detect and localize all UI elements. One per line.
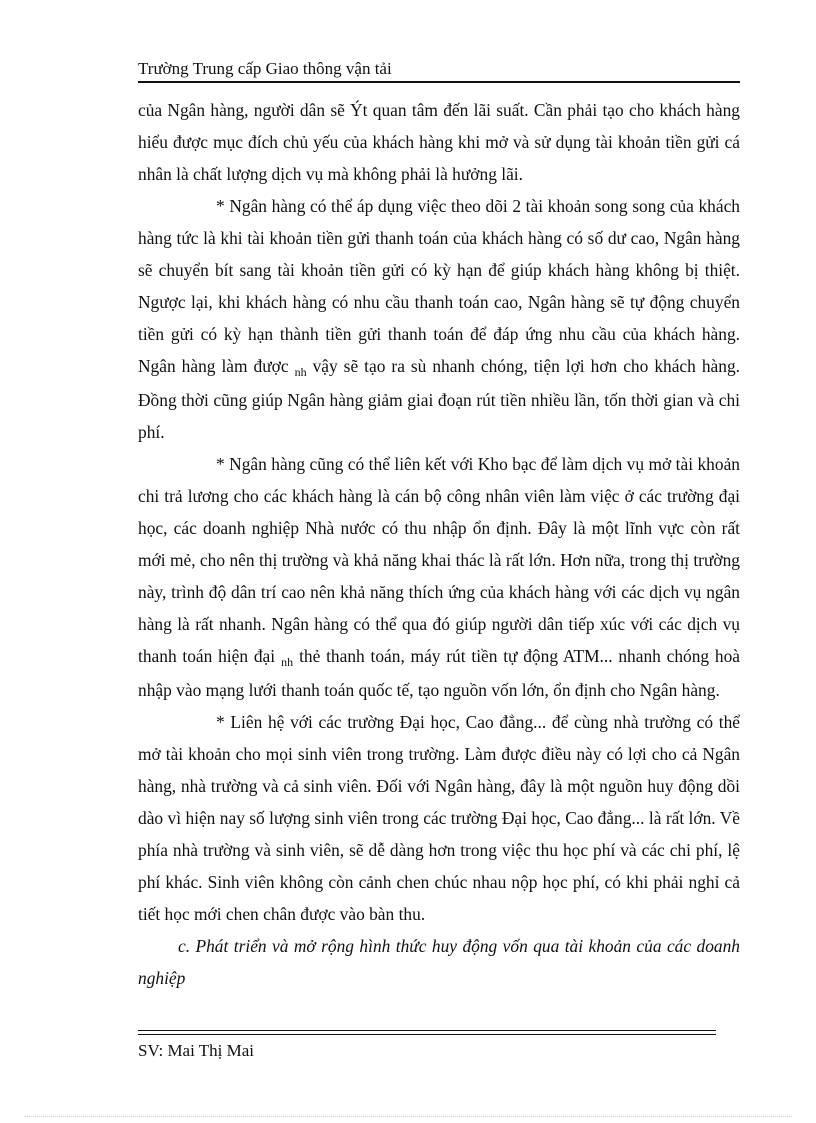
subscript-fragment: nh (281, 655, 294, 669)
page-footer: SV: Mai Thị Mai (138, 1041, 255, 1060)
paragraph-continuation: của Ngân hàng, người dân sẽ Ýt quan tâm đến lãi suất. Cần phải tạo cho khách hàng hiểu được mục đích chủ yếu của khách hàng khi mở và sử dụng tài khoản tiền gửi cá nhân là chất lượng dịch vụ mà không phải là hưởng lãi. (138, 100, 740, 184)
paragraph-dual-accounts (138, 190, 740, 448)
paragraph-text: vậy sẽ tạo ra sù nhanh chóng, tiện lợi hơn cho khách hàng. Đồng thời cũng giúp Ngân hàng giảm giai đoạn rút tiền nhiều lần, tốn thời gian và chi phí. (138, 356, 740, 442)
paragraph-treasury-link (138, 448, 740, 706)
paragraph-text: * Ngân hàng cũng có thể liên kết với Kho bạc để làm dịch vụ mở tài khoản chi trả lương cho các khách hàng là cán bộ công nhân viên làm việc ở các trường đại học, các doanh nghiệp Nhà nước có thu nhập ổn định. Đây là một lĩnh vực còn rất mới mẻ, cho nên thị trường và khả năng khai thác là rất lớn. Hơn nữa, trong thị trường này, trình độ dân trí cao nên khả năng thích ứng của khách hàng với các dịch vụ ngân hàng là rất nhanh. Ngân hàng có thể qua đó giúp người dân tiếp xúc với các dịch vụ thanh toán hiện đại (138, 454, 740, 666)
paragraph-text: thẻ thanh toán, máy rút tiền tự động ATM... nhanh chóng hoà nhập vào mạng lưới thanh toán quốc tế, tạo nguồn vốn lớn, ổn định cho Ngân hàng. (138, 646, 740, 700)
header-rule (138, 81, 740, 83)
page-header: Trường Trung cấp Giao thông vận tải (138, 59, 392, 78)
subscript-fragment: nh (294, 365, 307, 379)
section-heading: c. Phát triển và mở rộng hình thức huy động vốn qua tài khoản của các doanh nghiệp (138, 936, 740, 988)
document-body (138, 94, 740, 994)
paragraph-universities: * Liên hệ với các trường Đại học, Cao đẳng... để cùng nhà trường có thể mở tài khoản cho mọi sinh viên trong trường. Làm được điều này có lợi cho cả Ngân hàng, nhà trường và cả sinh viên. Đối với Ngân hàng, đây là một nguồn huy động dồi dào vì hiện nay số lượng sinh viên trong các trường Đại học, Cao đẳng... là rất lớn. Về phía nhà trường và sinh viên, sẽ dễ dàng hơn trong việc thu học phí và các chi phí, lệ phí khác. Sinh viên không còn cảnh chen chúc nhau nộp học phí, có khi phải nghỉ cả tiết học mới chen chân được vào bàn thu. (138, 712, 740, 924)
paragraph-text: * Ngân hàng có thể áp dụng việc theo dõi 2 tài khoản song song của khách hàng tức là khi tài khoản tiền gửi thanh toán của khách hàng có số dư cao, Ngân hàng sẽ chuyển bít sang tài khoản tiền gửi có kỳ hạn để giúp khách hàng không bị thiệt. Ngược lại, khi khách hàng có nhu cầu thanh toán cao, Ngân hàng sẽ tự động chuyển tiền gửi có kỳ hạn thành tiền gửi thanh toán để đáp ứng nhu cầu của khách hàng. Ngân hàng làm được (138, 196, 740, 376)
footer-rule (138, 1034, 716, 1035)
page-edge-divider (24, 1116, 792, 1117)
footer-rule (138, 1030, 716, 1031)
